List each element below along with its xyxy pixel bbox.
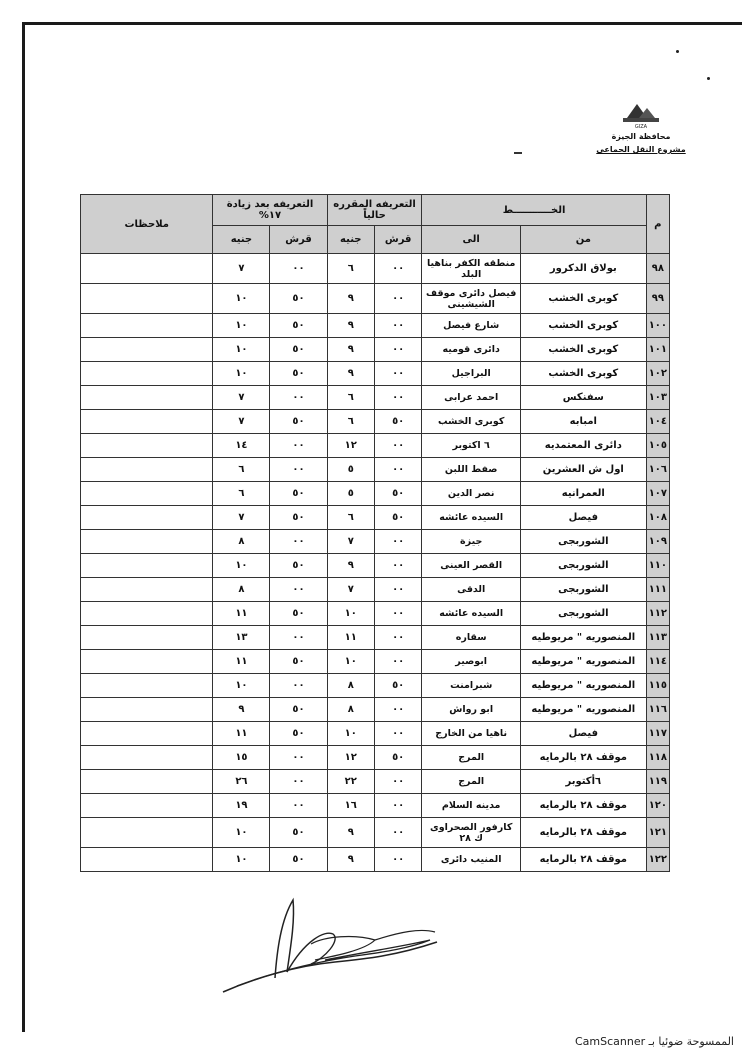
- route-to: ابوصير: [422, 650, 521, 674]
- table-row: [81, 554, 670, 578]
- header-from: من: [520, 226, 646, 254]
- notes-cell: [81, 434, 213, 458]
- route-from: المنصوريه " مريوطيه: [520, 698, 646, 722]
- table-row: [81, 650, 670, 674]
- route-from: موقف ٢٨ بالرمايه: [520, 848, 646, 872]
- notes-cell: [81, 482, 213, 506]
- new-piasters: ٥٠: [270, 554, 327, 578]
- row-number: ١٢١: [646, 818, 669, 848]
- route-from: كوبرى الخشب: [520, 338, 646, 362]
- new-piasters: ٠٠: [270, 530, 327, 554]
- row-number: ١١٨: [646, 746, 669, 770]
- current-piasters: ٠٠: [374, 698, 421, 722]
- notes-cell: [81, 506, 213, 530]
- new-pounds: ٨: [213, 530, 270, 554]
- table-row: [81, 386, 670, 410]
- new-pounds: ٩: [213, 698, 270, 722]
- new-piasters: ٠٠: [270, 386, 327, 410]
- notes-cell: [81, 602, 213, 626]
- route-from: امبابه: [520, 410, 646, 434]
- scan-speck: [676, 50, 679, 53]
- new-piasters: ٥٠: [270, 848, 327, 872]
- table-row: [81, 482, 670, 506]
- table-row: [81, 578, 670, 602]
- new-piasters: ٥٠: [270, 362, 327, 386]
- governorate-name: محافظة الجيزة: [611, 132, 671, 141]
- new-pounds: ١٠: [213, 818, 270, 848]
- current-pounds: ١١: [327, 626, 374, 650]
- table-row: [81, 314, 670, 338]
- current-piasters: ٠٠: [374, 818, 421, 848]
- notes-cell: [81, 698, 213, 722]
- current-piasters: ٠٠: [374, 362, 421, 386]
- new-pounds: ١٠: [213, 362, 270, 386]
- new-pounds: ١٠: [213, 674, 270, 698]
- new-piasters: ٥٠: [270, 650, 327, 674]
- header-new-fare: التعريفه بعد زيادة ١٧%: [213, 195, 327, 226]
- current-piasters: ٠٠: [374, 254, 421, 284]
- notes-cell: [81, 770, 213, 794]
- current-pounds: ٩: [327, 284, 374, 314]
- route-to: صفط اللبن: [422, 458, 521, 482]
- route-to: فيصل دائرى موقف الشيشينى: [422, 284, 521, 314]
- current-piasters: ٥٠: [374, 506, 421, 530]
- route-to: ابو رواش: [422, 698, 521, 722]
- row-number: ١١٣: [646, 626, 669, 650]
- header-current-fare: التعريفه المقرره حالياً: [327, 195, 422, 226]
- route-to: شارع فيصل: [422, 314, 521, 338]
- route-to: كوبرى الخشب: [422, 410, 521, 434]
- new-pounds: ١١: [213, 650, 270, 674]
- notes-cell: [81, 746, 213, 770]
- current-pounds: ١٠: [327, 650, 374, 674]
- route-to: جيزة: [422, 530, 521, 554]
- row-number: ٩٨: [646, 254, 669, 284]
- new-piasters: ٠٠: [270, 578, 327, 602]
- new-pounds: ١١: [213, 602, 270, 626]
- row-number: ١٠٧: [646, 482, 669, 506]
- notes-cell: [81, 284, 213, 314]
- table-row: [81, 434, 670, 458]
- route-to: مدينه السلام: [422, 794, 521, 818]
- new-pounds: ١١: [213, 722, 270, 746]
- route-to: منطقه الكفر بناهيا البلد: [422, 254, 521, 284]
- route-to: شبرامنت: [422, 674, 521, 698]
- notes-cell: [81, 578, 213, 602]
- route-from: كوبرى الخشب: [520, 362, 646, 386]
- route-from: المنصوريه " مريوطيه: [520, 674, 646, 698]
- new-pounds: ٧: [213, 386, 270, 410]
- new-piasters: ٥٠: [270, 698, 327, 722]
- scan-border-left: [22, 22, 25, 1032]
- table-row: [81, 818, 670, 848]
- scan-speck: [707, 77, 710, 80]
- current-piasters: ٥٠: [374, 482, 421, 506]
- current-piasters: ٠٠: [374, 338, 421, 362]
- new-pounds: ١٩: [213, 794, 270, 818]
- row-number: ١٠٢: [646, 362, 669, 386]
- table-row: [81, 254, 670, 284]
- header-new-pounds: جنيه: [213, 226, 270, 254]
- document-header: [596, 100, 686, 154]
- project-name: مشروع النقل الجماعى: [596, 145, 686, 154]
- row-number: ١١٢: [646, 602, 669, 626]
- row-number: ١٠٩: [646, 530, 669, 554]
- new-pounds: ٧: [213, 410, 270, 434]
- row-number: ١١٧: [646, 722, 669, 746]
- current-pounds: ٥: [327, 458, 374, 482]
- current-piasters: ٠٠: [374, 554, 421, 578]
- current-piasters: ٠٠: [374, 602, 421, 626]
- table-row: [81, 284, 670, 314]
- table-row: [81, 338, 670, 362]
- row-number: ١٠٠: [646, 314, 669, 338]
- header-to: الى: [422, 226, 521, 254]
- new-pounds: ٨: [213, 578, 270, 602]
- new-piasters: ٥٠: [270, 602, 327, 626]
- current-pounds: ٩: [327, 362, 374, 386]
- table-row: [81, 362, 670, 386]
- dash-mark: [514, 152, 522, 154]
- new-piasters: ٥٠: [270, 284, 327, 314]
- current-pounds: ٧: [327, 578, 374, 602]
- row-number: ١٠٨: [646, 506, 669, 530]
- route-to: القصر العينى: [422, 554, 521, 578]
- row-number: ١٠٥: [646, 434, 669, 458]
- new-piasters: ٥٠: [270, 722, 327, 746]
- table-row: [81, 458, 670, 482]
- current-piasters: ٠٠: [374, 626, 421, 650]
- new-piasters: ٥٠: [270, 506, 327, 530]
- new-piasters: ٠٠: [270, 434, 327, 458]
- new-pounds: ١٤: [213, 434, 270, 458]
- new-pounds: ١٠: [213, 284, 270, 314]
- route-to: السيده عائشه: [422, 506, 521, 530]
- notes-cell: [81, 254, 213, 284]
- route-to: المنيب دائرى: [422, 848, 521, 872]
- new-piasters: ٠٠: [270, 674, 327, 698]
- notes-cell: [81, 626, 213, 650]
- header-new-piasters: قرش: [270, 226, 327, 254]
- table-row: [81, 746, 670, 770]
- current-pounds: ٦: [327, 254, 374, 284]
- scanner-footer: الممسوحة ضوئيا بـ CamScanner: [574, 1035, 734, 1048]
- new-piasters: ٠٠: [270, 626, 327, 650]
- header-notes: ملاحظات: [81, 195, 213, 254]
- notes-cell: [81, 338, 213, 362]
- route-to: ٦ اكتوبر: [422, 434, 521, 458]
- current-piasters: ٠٠: [374, 284, 421, 314]
- new-piasters: ٥٠: [270, 314, 327, 338]
- new-piasters: ٥٠: [270, 410, 327, 434]
- current-pounds: ٦: [327, 506, 374, 530]
- current-pounds: ١٦: [327, 794, 374, 818]
- route-to: سقاره: [422, 626, 521, 650]
- new-piasters: ٠٠: [270, 794, 327, 818]
- current-piasters: ٠٠: [374, 770, 421, 794]
- current-piasters: ٠٠: [374, 314, 421, 338]
- row-number: ١١٦: [646, 698, 669, 722]
- table-row: [81, 794, 670, 818]
- new-piasters: ٠٠: [270, 458, 327, 482]
- header-route: الخـــــــــــط: [422, 195, 646, 226]
- table-row: [81, 506, 670, 530]
- notes-cell: [81, 362, 213, 386]
- new-pounds: ٢٦: [213, 770, 270, 794]
- scan-border-top: [22, 22, 742, 25]
- new-pounds: ٦: [213, 482, 270, 506]
- route-from: فيصل: [520, 722, 646, 746]
- new-pounds: ١٠: [213, 554, 270, 578]
- current-pounds: ٢٢: [327, 770, 374, 794]
- new-piasters: ٠٠: [270, 770, 327, 794]
- new-piasters: ٠٠: [270, 254, 327, 284]
- route-from: كوبرى الخشب: [520, 314, 646, 338]
- notes-cell: [81, 794, 213, 818]
- table-row: [81, 698, 670, 722]
- table-row: [81, 674, 670, 698]
- route-to: الدقى: [422, 578, 521, 602]
- row-number: ١١١: [646, 578, 669, 602]
- new-pounds: ٧: [213, 506, 270, 530]
- new-piasters: ٥٠: [270, 482, 327, 506]
- current-pounds: ٦: [327, 410, 374, 434]
- notes-cell: [81, 314, 213, 338]
- new-pounds: ١٠: [213, 848, 270, 872]
- header-num: م: [646, 195, 669, 254]
- table-row: [81, 626, 670, 650]
- route-from: دائرى المعتمديه: [520, 434, 646, 458]
- table-row: [81, 722, 670, 746]
- current-pounds: ٩: [327, 338, 374, 362]
- current-pounds: ٩: [327, 314, 374, 338]
- current-pounds: ٨: [327, 698, 374, 722]
- route-from: فيصل: [520, 506, 646, 530]
- new-pounds: ٧: [213, 254, 270, 284]
- current-pounds: ٥: [327, 482, 374, 506]
- row-number: ١٢٢: [646, 848, 669, 872]
- new-piasters: ٥٠: [270, 338, 327, 362]
- notes-cell: [81, 386, 213, 410]
- new-pounds: ١٠: [213, 314, 270, 338]
- new-pounds: ١٥: [213, 746, 270, 770]
- current-piasters: ٠٠: [374, 794, 421, 818]
- route-to: دائرى قوميه: [422, 338, 521, 362]
- route-from: موقف ٢٨ بالرمايه: [520, 794, 646, 818]
- handwritten-signature: [215, 890, 445, 1000]
- route-to: كارفور الصحراوى ك ٢٨: [422, 818, 521, 848]
- route-to: السيده عائشه: [422, 602, 521, 626]
- row-number: ١٠٣: [646, 386, 669, 410]
- notes-cell: [81, 530, 213, 554]
- current-pounds: ٩: [327, 848, 374, 872]
- table-row: [81, 530, 670, 554]
- route-from: المنصوريه " مريوطيه: [520, 626, 646, 650]
- current-pounds: ٩: [327, 818, 374, 848]
- route-from: الشوربجى: [520, 554, 646, 578]
- current-piasters: ٥٠: [374, 746, 421, 770]
- table-row: [81, 848, 670, 872]
- current-piasters: ٠٠: [374, 578, 421, 602]
- current-piasters: ٠٠: [374, 722, 421, 746]
- current-piasters: ٥٠: [374, 410, 421, 434]
- current-piasters: ٠٠: [374, 386, 421, 410]
- current-pounds: ١٢: [327, 746, 374, 770]
- fares-table: [80, 194, 670, 872]
- logo-label: GIZA: [634, 124, 648, 130]
- route-to: المرج: [422, 746, 521, 770]
- route-from: اول ش العشرين: [520, 458, 646, 482]
- table-row: [81, 770, 670, 794]
- table-row: [81, 410, 670, 434]
- new-piasters: ٠٠: [270, 746, 327, 770]
- row-number: ١١٤: [646, 650, 669, 674]
- route-to: احمد عرابى: [422, 386, 521, 410]
- row-number: ١١٠: [646, 554, 669, 578]
- route-to: المرج: [422, 770, 521, 794]
- row-number: ١٠٤: [646, 410, 669, 434]
- route-to: نصر الدين: [422, 482, 521, 506]
- current-pounds: ٧: [327, 530, 374, 554]
- header-current-pounds: جنيه: [327, 226, 374, 254]
- route-from: بولاق الدكرور: [520, 254, 646, 284]
- current-piasters: ٥٠: [374, 674, 421, 698]
- route-from: الشوربجى: [520, 578, 646, 602]
- notes-cell: [81, 818, 213, 848]
- current-pounds: ١٠: [327, 722, 374, 746]
- notes-cell: [81, 674, 213, 698]
- row-number: ٩٩: [646, 284, 669, 314]
- route-from: الشوربجى: [520, 602, 646, 626]
- giza-pyramids-logo-icon: [621, 100, 661, 130]
- notes-cell: [81, 554, 213, 578]
- notes-cell: [81, 458, 213, 482]
- current-piasters: ٠٠: [374, 530, 421, 554]
- current-pounds: ١٢: [327, 434, 374, 458]
- route-from: سفنكس: [520, 386, 646, 410]
- current-piasters: ٠٠: [374, 458, 421, 482]
- route-from: موقف ٢٨ بالرمايه: [520, 818, 646, 848]
- notes-cell: [81, 848, 213, 872]
- route-from: كوبرى الخشب: [520, 284, 646, 314]
- route-to: البراجيل: [422, 362, 521, 386]
- current-pounds: ٨: [327, 674, 374, 698]
- new-piasters: ٥٠: [270, 818, 327, 848]
- notes-cell: [81, 722, 213, 746]
- row-number: ١٢٠: [646, 794, 669, 818]
- row-number: ١١٥: [646, 674, 669, 698]
- row-number: ١٠١: [646, 338, 669, 362]
- notes-cell: [81, 650, 213, 674]
- current-piasters: ٠٠: [374, 848, 421, 872]
- new-pounds: ١٠: [213, 338, 270, 362]
- header-current-piasters: قرش: [374, 226, 421, 254]
- route-from: الشوربجى: [520, 530, 646, 554]
- route-from: موقف ٢٨ بالرمايه: [520, 746, 646, 770]
- table-row: [81, 602, 670, 626]
- current-piasters: ٠٠: [374, 650, 421, 674]
- current-pounds: ١٠: [327, 602, 374, 626]
- current-piasters: ٠٠: [374, 434, 421, 458]
- new-pounds: ١٣: [213, 626, 270, 650]
- current-pounds: ٩: [327, 554, 374, 578]
- route-to: ناهيا من الخارج: [422, 722, 521, 746]
- route-from: المنصوريه " مريوطيه: [520, 650, 646, 674]
- row-number: ١١٩: [646, 770, 669, 794]
- notes-cell: [81, 410, 213, 434]
- row-number: ١٠٦: [646, 458, 669, 482]
- route-from: العمرانيه: [520, 482, 646, 506]
- route-from: ٦أكتوبر: [520, 770, 646, 794]
- current-pounds: ٦: [327, 386, 374, 410]
- new-pounds: ٦: [213, 458, 270, 482]
